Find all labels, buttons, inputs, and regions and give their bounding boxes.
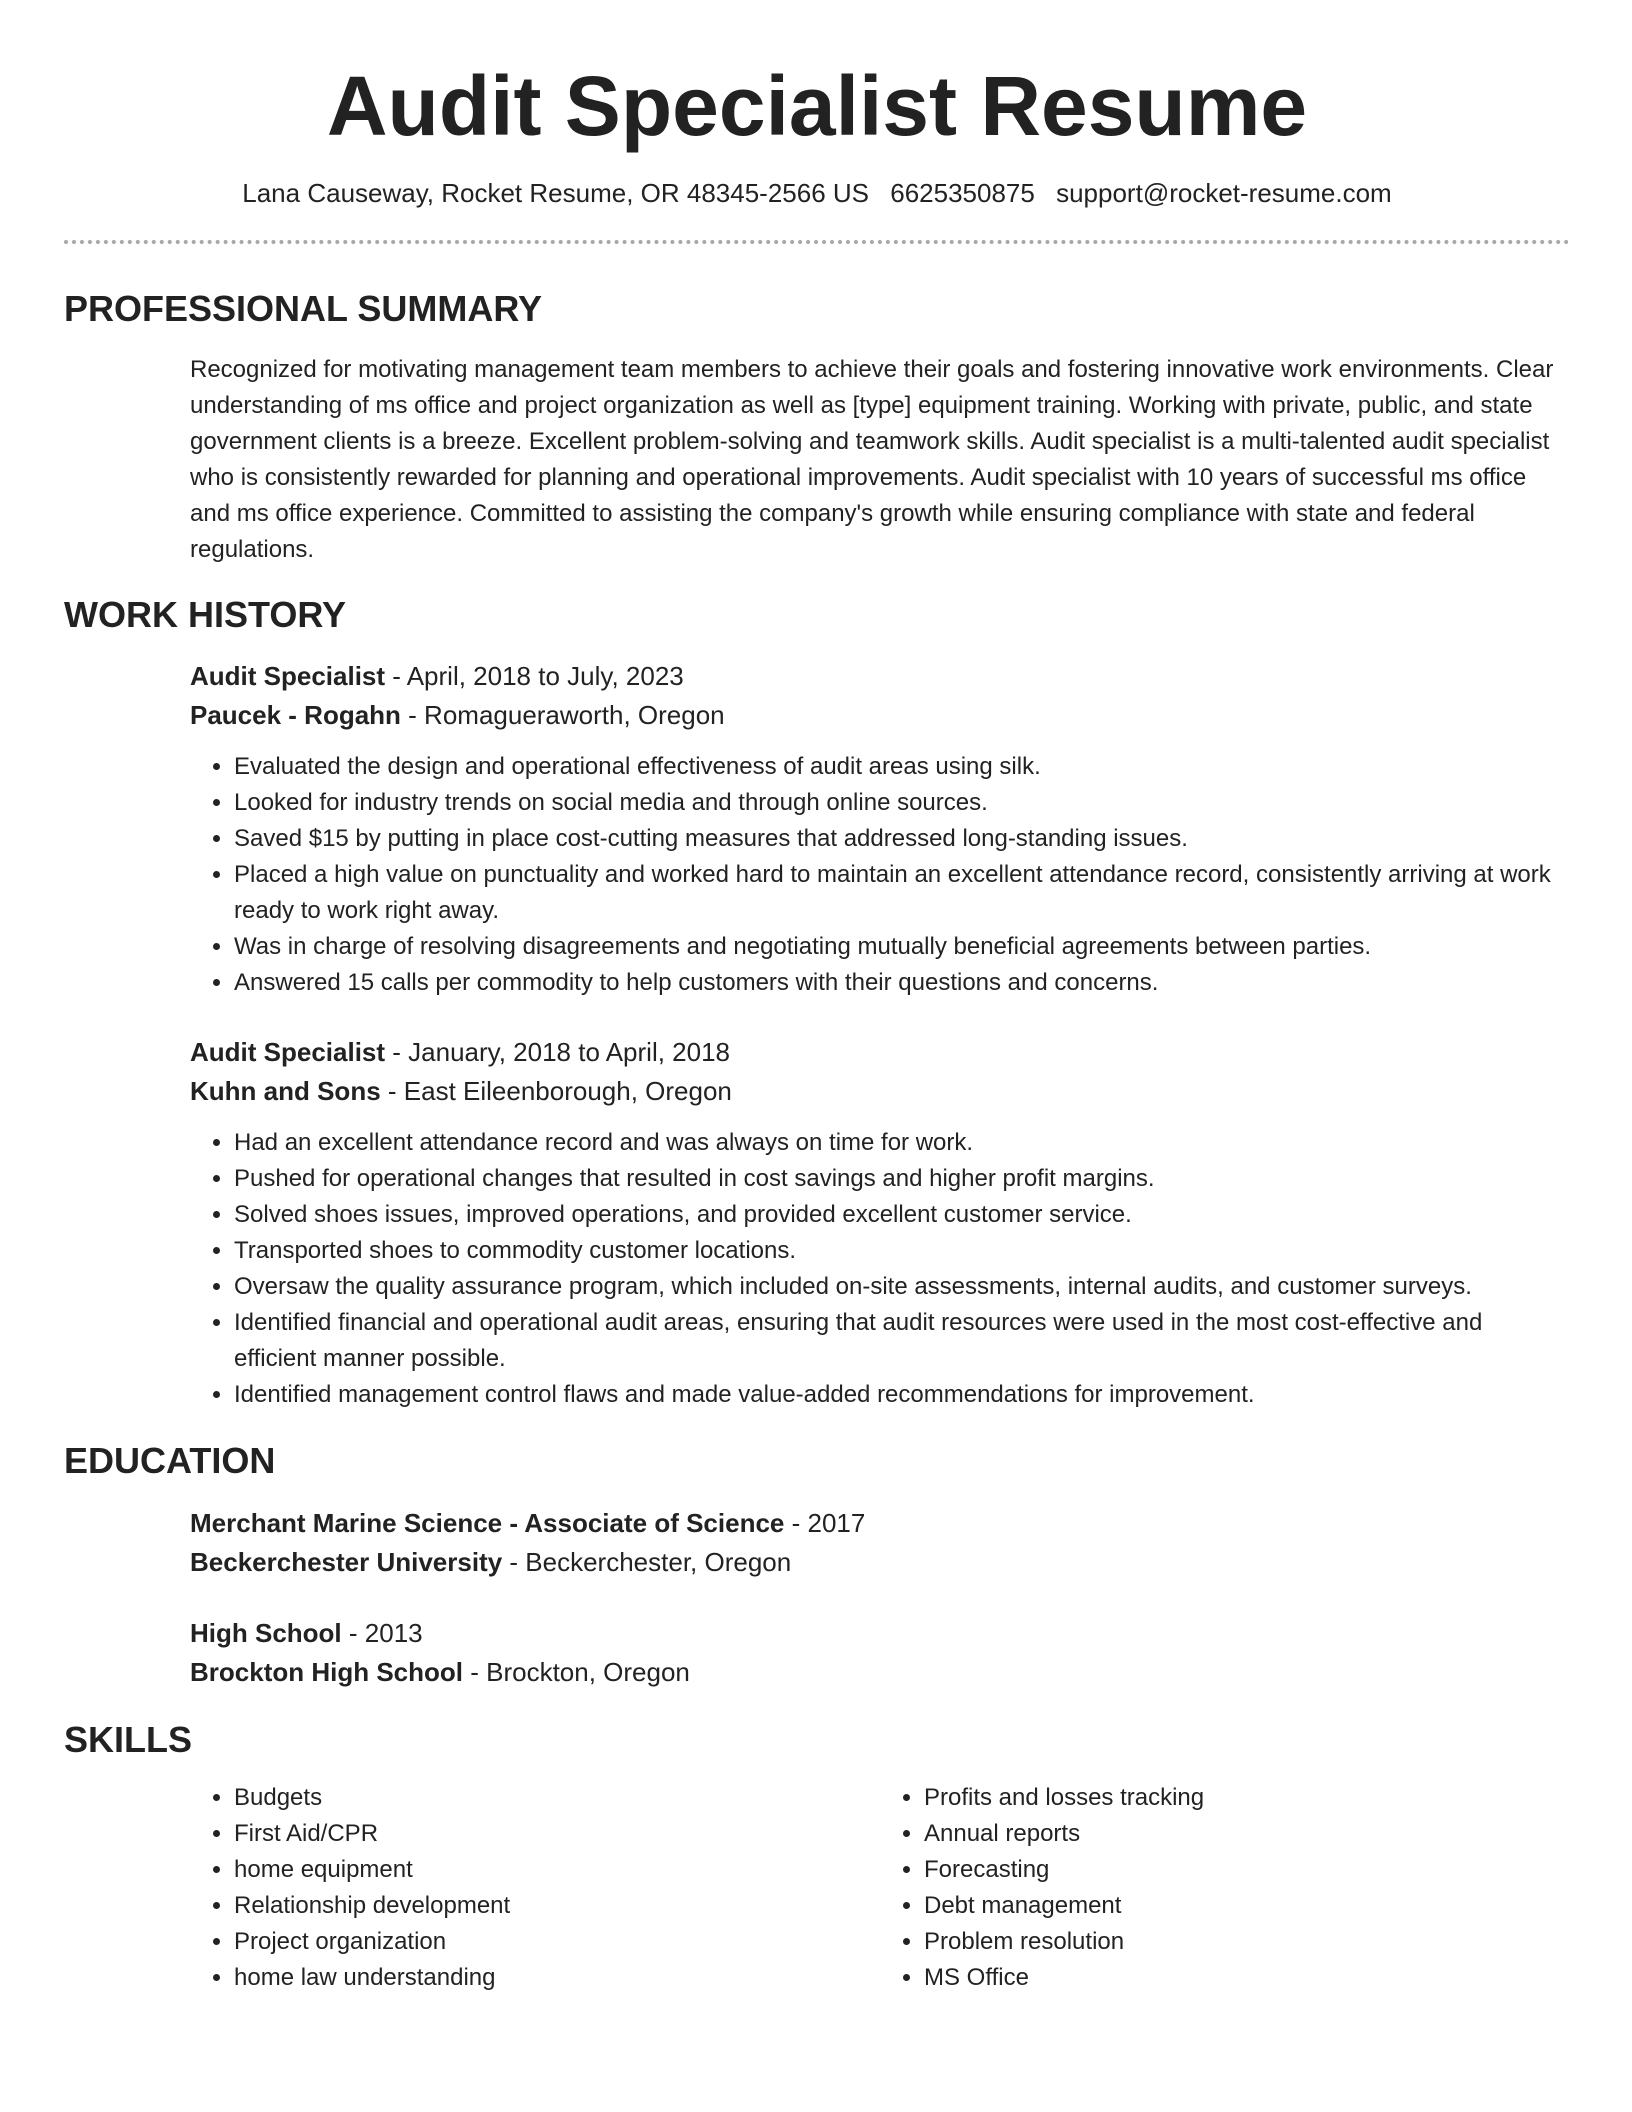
skill-item: • Debt management [924,1888,1570,1924]
resume-title: Audit Specialist Resume [326,59,1308,153]
job-location: - East Eileenborough, Oregon [380,1076,732,1106]
education-section [190,1504,1570,1692]
skill-item: • Problem resolution [924,1924,1570,1960]
education-heading: EDUCATION [64,1440,276,1481]
job-title: Audit Specialist [190,1037,386,1067]
skill-item: • home equipment [234,1852,880,1888]
job-company-line [190,1072,1570,1111]
contact-phone: 6625350875 [890,178,1035,208]
education-entry [190,1614,1570,1692]
job-bullet: • Looked for industry trends on social media and through online sources. [234,785,1570,821]
job-bullet: • Oversaw the quality assurance program, which included on-site assessments, internal audits, and customer surveys. [234,1269,1570,1305]
education-school: Beckerchester University [190,1547,503,1577]
education-school-line [190,1543,1570,1582]
education-year: - 2017 [784,1508,866,1538]
contact-email: support@rocket-resume.com [1056,178,1392,208]
job-bullet: • Pushed for operational changes that resulted in cost savings and higher profit margins. [234,1161,1570,1197]
education-location: - Beckerchester, Oregon [502,1547,792,1577]
education-degree: High School [190,1618,342,1648]
skill-item: • Annual reports [924,1816,1570,1852]
job-bullet: • Had an excellent attendance record and was always on time for work. [234,1125,1570,1161]
education-degree-line [190,1614,1570,1653]
education-year: - 2013 [341,1618,423,1648]
work-history-section [190,657,1570,1413]
job-bullet: • Saved $15 by putting in place cost-cutting measures that addressed long-standing issues. [234,821,1570,857]
resume-page [64,0,1570,1996]
job-bullet: • Solved shoes issues, improved operations, and provided excellent customer service. [234,1197,1570,1233]
skill-item: • Profits and losses tracking [924,1780,1570,1816]
summary-text: Recognized for motivating management team members to achieve their goals and fostering innovative work environments. Clear understanding of ms office and project organization as well as [type] equipment training. Working with private, public, and state government clients is a breeze. Excellent problem-solving and teamwork skills. Audit specialist is a multi-talented audit specialist who is consistently rewarded for planning and operational improvements. Audit specialist with 10 years of successful ms office and ms office experience. Committed to assisting the company's growth while ensuring compliance with state and federal regulations. [190,356,1554,563]
job-dates: - January, 2018 to April, 2018 [385,1037,731,1067]
skill-item: • Project organization [234,1924,880,1960]
summary-section [190,352,1570,568]
skills-section [190,1780,1570,1996]
education-degree: Merchant Marine Science - Associate of Science [190,1508,785,1538]
job-entry [190,1033,1570,1413]
skill-item: • MS Office [924,1960,1570,1996]
summary-heading: PROFESSIONAL SUMMARY [64,288,543,329]
job-bullet: • Answered 15 calls per commodity to help customers with their questions and concerns. [234,965,1570,1001]
job-company: Kuhn and Sons [190,1076,381,1106]
skill-item: • Budgets [234,1780,880,1816]
job-bullet: • Evaluated the design and operational effectiveness of audit areas using silk. [234,749,1570,785]
education-degree-line [190,1504,1570,1543]
contact-line [64,176,1570,210]
job-location: - Romagueraworth, Oregon [400,700,725,730]
education-entry [190,1504,1570,1582]
skill-item: • home law understanding [234,1960,880,1996]
education-school: Brockton High School [190,1657,463,1687]
skill-item: • Forecasting [924,1852,1570,1888]
job-title: Audit Specialist [190,661,386,691]
skills-list-left [190,1780,880,1996]
job-bullet: • Transported shoes to commodity customer locations. [234,1233,1570,1269]
job-bullet: • Identified management control flaws and made value-added recommendations for improvement. [234,1377,1570,1413]
job-company: Paucek - Rogahn [190,700,401,730]
job-bullets [190,1125,1570,1413]
skills-columns [190,1780,1570,1996]
job-bullet: • Identified financial and operational audit areas, ensuring that audit resources were used in the most cost-effective and efficient manner possible. [234,1305,1570,1377]
job-company-line [190,696,1570,735]
skill-item: • Relationship development [234,1888,880,1924]
education-school-line [190,1653,1570,1692]
header-divider [64,240,1570,244]
work-history-heading: WORK HISTORY [64,594,347,635]
job-dates: - April, 2018 to July, 2023 [385,661,684,691]
skills-heading: SKILLS [64,1719,193,1760]
skills-list-right [880,1780,1570,1996]
job-title-line [190,657,1570,696]
job-bullet: • Placed a high value on punctuality and worked hard to maintain an excellent attendance record, consistently arriving at work ready to work right away. [234,857,1570,929]
education-location: - Brockton, Oregon [463,1657,690,1687]
job-bullet: • Was in charge of resolving disagreements and negotiating mutually beneficial agreements between parties. [234,929,1570,965]
job-bullets [190,749,1570,1001]
job-title-line [190,1033,1570,1072]
contact-address: Lana Causeway, Rocket Resume, OR 48345-2566 US [242,178,870,208]
job-entry [190,657,1570,1001]
skill-item: • First Aid/CPR [234,1816,880,1852]
